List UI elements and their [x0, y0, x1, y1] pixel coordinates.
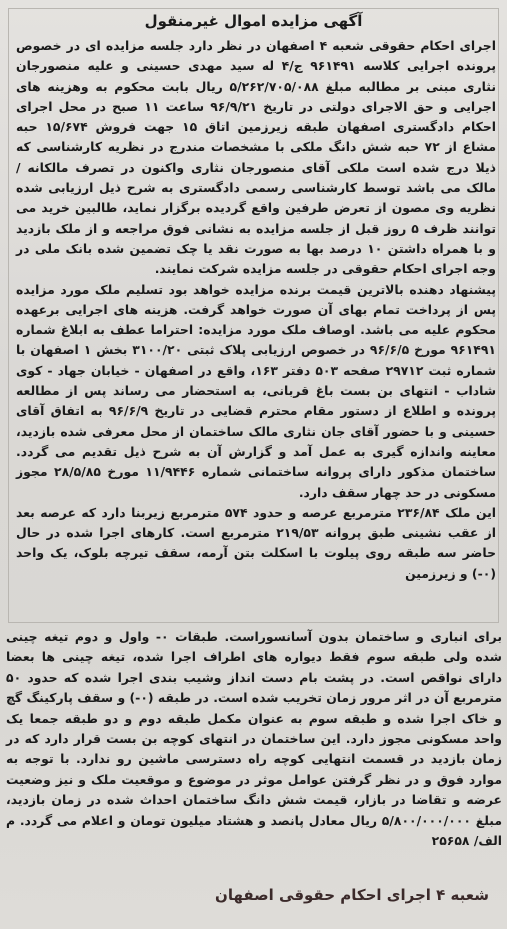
notice-signature: شعبه ۴ اجرای احکام حقوقی اصفهان — [215, 886, 489, 904]
notice-title: آگهی مزایده اموال غیرمنقول — [144, 12, 363, 30]
notice-paragraph: این ملک ۲۳۶/۸۴ مترمربع عرصه و حدود ۵۷۴ مترمربع زیربنا دارد که عرصه بعد از عقب نشینی طبق پروانه ۲۱۹/۵۳ مترمربع است. کارهای اجرا شده در حال حاضر سه طبقه روی پیلوت با اسکلت بتن آرمه، سقف تیرچه بلوک، یک واحد (۰-) و زیرزمین — [16, 504, 497, 581]
notice-paragraph: پیشنهاد دهنده بالاترین قیمت برنده مزایده خواهد بود تسلیم ملک مورد مزایده پس از پرداخت تمام بهای آن صورت خواهد گرفت. هزینه های اجرایی برعهده محکوم علیه می باشد. اوصاف ملک مورد مزایده: احتراما عطف به ابلاغ شماره ۹۶۱۴۹۱ مورخ ۹۶/۶/۵ در خصوص ارزیابی پلاک ثبتی ۳۱۰۰/۲۰ بخش ۱ اصفهان با شماره ثبت ۲۹۷۱۲ صفحه ۵۰۳ دفتر ۱۶۳، واقع در اصفهان - خیابان جهاد - کوی شاداب - انتهای بن بست باغ قربانی، به استحضار می رساند پس از مطالعه پرونده و اطلاع از دستور مقام محترم قضایی در تاریخ ۹۶/۶/۹ به اتفاق آقای حسینی و با حضور آقای جان نثاری مالک ساختمان از محل معرفی شده بازدید، معاینه واندازه گیری به عمل آمد و گزارش آن به شرح ذیل تقدیم می گردد. ساختمان مذکور دارای پروانه ساختمانی شماره ۱۱/۹۴۴۶ مورخ ۲۸/۵/۸۵ مجوز مسکونی در حد چهار سقف دارد. — [16, 281, 496, 500]
notice-body — [16, 36, 496, 584]
notice-paragraph: اجرای احکام حقوقی شعبه ۴ اصفهان در نظر دارد جلسه مزایده ای در خصوص پرونده اجرایی کلاسه ۹۶۱۴۹۱ ج/۴ له سید مهدی حسینی و علیه منصورجان نثاری مبنی بر مطالبه مبلغ ۵/۲۶۲/۷۰۵/۰۸۸ ریال بابت محکوم به وهزینه های اجرایی و حق الاجرای دولتی در تاریخ ۹۶/۹/۲۱ ساعت ۱۱ صبح در محل اجرای احکام دادگستری اصفهان طبقه زیرزمین اتاق ۱۵ جهت فروش ۱۵/۶۷۴ حبه مشاع از ۷۲ حبه شش دانگ ملکی با مشخصات مندرج در نظریه کارشناسی که ذیلا درج شده است ملکی آقای منصورجان نثاری واکنون در تصرف مالکانه / مالک می باشد توسط کارشناسی رسمی دادگستری به شرح ذیل ارزیابی شده نظریه وی مصون از تعرض طرفین واقع گردیده برگزار نماید، طالبین خرید می توانند ظرف ۵ روز قبل از جلسه مزایده به نشانی فوق مراجعه و از ملک بازدید و با همراه داشتن ۱۰ درصد بها به صورت نقد یا چک تضمین شده بانک ملی در وجه اجرای احکام حقوقی در جلسه مزایده شرکت نمایند. — [16, 38, 497, 277]
continuation-paragraph: برای انباری و ساختمان بدون آسانسوراست. طبقات ۰- واول و دوم تیغه چینی شده ولی طبقه سوم فقط دیواره های اطراف اجرا شده، تیغه چینی ها بعضا دارای نواقص است. در پشت بام دست انداز وشیب بندی اجرا شده که حدود ۵۰ مترمربع آن در اثر مرور زمان تخریب شده است. در طبقه (۰-) و سقف پارکینگ گچ و خاک اجرا شده و طبقه سوم به عنوان مکمل طبقه دوم و دو طبقه جمعا یک واحد مسکونی مجوز دارد. این ساختمان در انتهای کوچه بن بست قرار دارد که در زمان بازدید در قسمت انتهایی کوچه راه دسترسی ماشین رو ندارد. با توجه به موارد فوق و در نظر گرفتن عوامل موثر در موضوع و موقعیت ملک و نیز وضعیت عرضه و تقاضا در بازار، قیمت شش دانگ ساختمان احداث شده در زمان بازدید، مبلغ ۵/۸۰۰/۰۰۰/۰۰۰ ریال معادل پانصد و هشتاد میلیون تومان و اعلام می گردد. م الف/ ۲۵۶۵۸ — [6, 629, 502, 849]
notice-continuation — [6, 627, 502, 851]
